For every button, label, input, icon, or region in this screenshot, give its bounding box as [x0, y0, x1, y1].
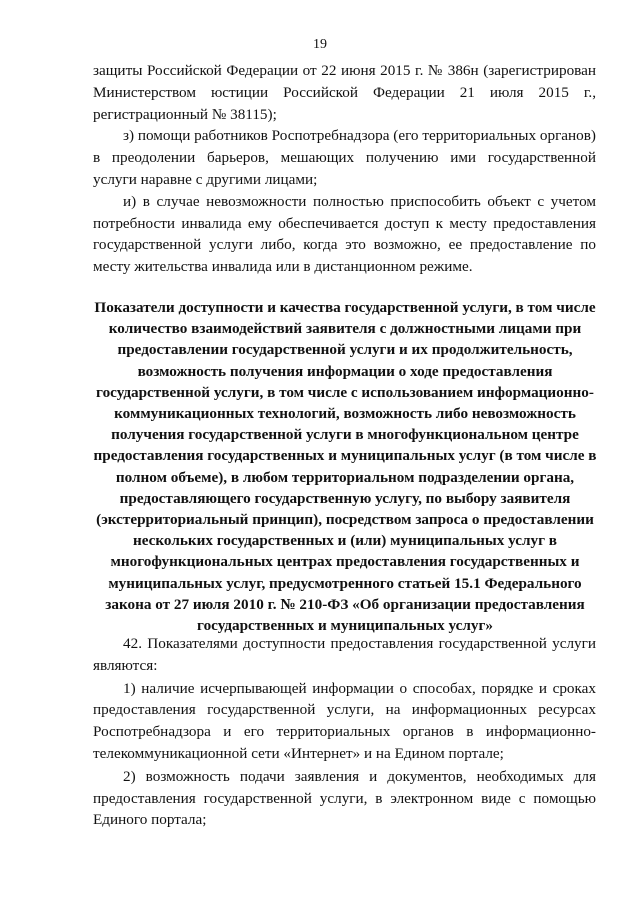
section-heading: Показатели доступности и качества государственной услуги, в том числе количество взаимодействий заявителя с должностными лицами при предоставлении государственной услуги и их продолжительность, возможность получения информации о ходе предоставления государственной услуги, в том числе с использованием информационно-коммуникационных технологий, возможность либо невозможность получения государственной услуги в многофункциональном центре предоставления государственных и муниципальных услуг (в том числе в полном объеме), в любом территориальном подразделении органа, предоставляющего государственную услугу, по выбору заявителя (экстерриториальный принцип), посредством запроса о предоставлении нескольких государственных и (или) муниципальных услуг в многофункциональных центрах предоставления государственных и муниципальных услуг, предусмотренного статьей 15.1 Федерального закона от 27 июля 2010 г. № 210-ФЗ «Об организации предоставления государственных и муниципальных услуг» [93, 299, 597, 635]
paragraph: з) помощи работников Роспотребнадзора (его территориальных органов) в преодолении барьеров, мешающих получению ими государственной услуги наравне с другими лицами; [93, 127, 596, 188]
paragraph: защиты Российской Федерации от 22 июня 2015 г. № 386н (зарегистрирован Министерством юстиции Российской Федерации 21 июля 2015 г., регистрационный № 38115); [93, 62, 596, 123]
paragraph: и) в случае невозможности полностью приспособить объект с учетом потребности инвалида ему обеспечивается доступ к месту предоставления государственной услуги либо, когда это возможно, ее предоставление по месту жительства инвалида или в дистанционном режиме. [93, 192, 596, 276]
paragraph: 1) наличие исчерпывающей информации о способах, порядке и сроках предоставления государственной услуги, на информационных ресурсах Роспотребнадзора и его территориальных органов в информационно-телекоммуникационной сети «Интернет» и на Едином портале; [93, 679, 596, 762]
top-text-block [93, 60, 596, 278]
paragraph: 42. Показателями доступности предоставления государственной услуги являются: [93, 635, 596, 674]
page-number: 19 [313, 37, 327, 52]
paragraph: 2) возможность подачи заявления и документов, необходимых для предоставления государственной услуги, в электронном виде с помощью Единого портала; [93, 767, 596, 829]
bottom-text-block [93, 633, 596, 832]
